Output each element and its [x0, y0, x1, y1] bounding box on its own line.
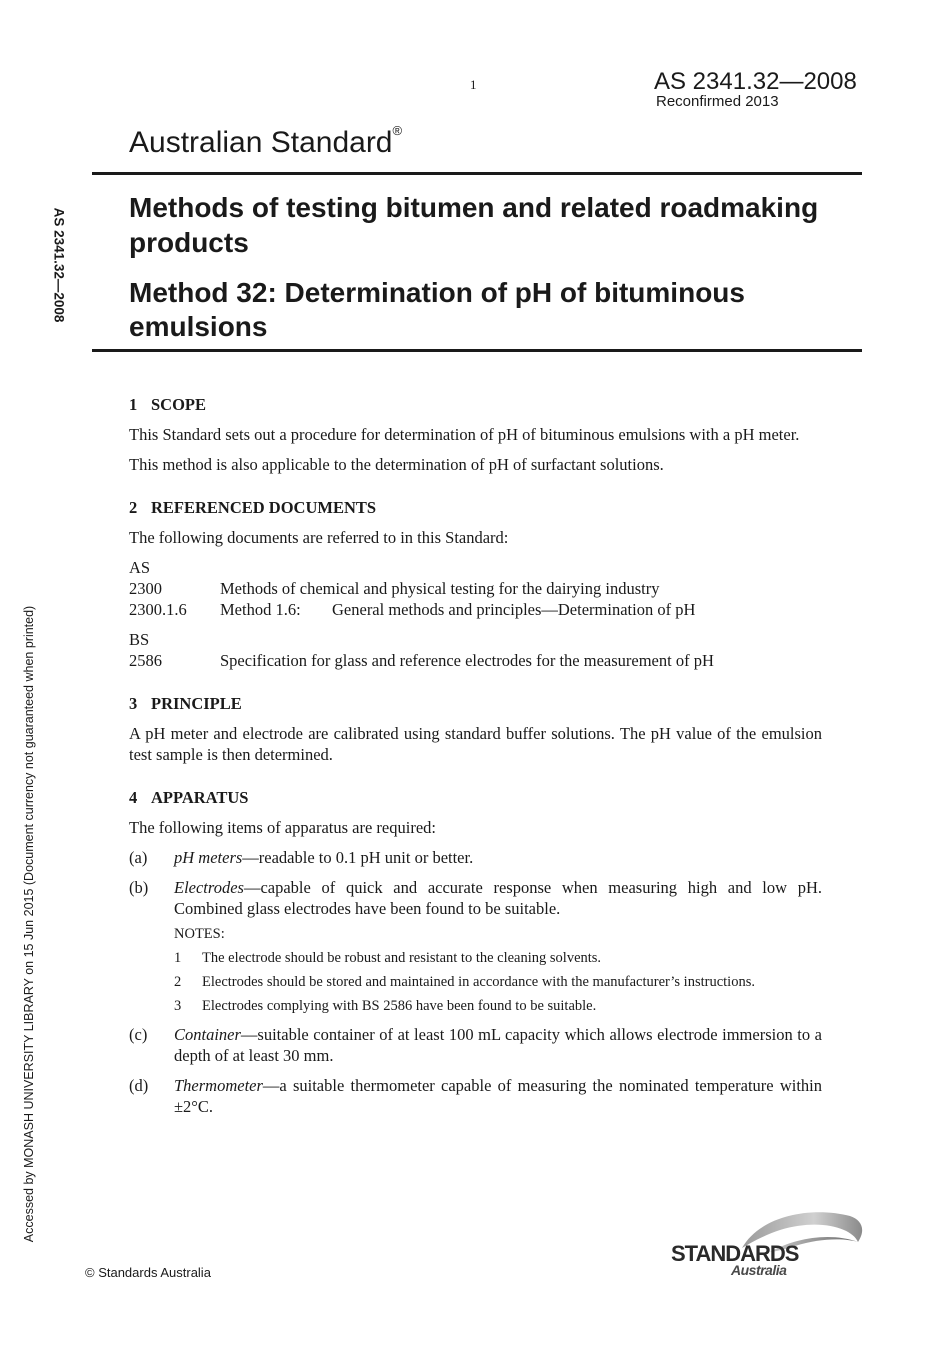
ref-group-label: BS — [129, 630, 150, 649]
item-label: (c) — [129, 1025, 148, 1044]
standards-logo-subtext: Australia — [731, 1262, 787, 1278]
item-term: Thermometer — [174, 1076, 263, 1095]
section-heading — [129, 497, 822, 518]
ref-row — [129, 578, 822, 599]
ref-code: 2300 — [129, 579, 162, 598]
item-body — [174, 1075, 822, 1117]
page-number: 1 — [470, 77, 477, 92]
note-text: Electrodes should be stored and maintained in accordance with the manufacturer’s instructions. — [202, 974, 755, 990]
ref-row — [129, 650, 822, 671]
apparatus-item — [129, 1024, 822, 1066]
paragraph: This Standard sets out a procedure for determination of pH of bituminous emulsions with a pH meter. — [129, 425, 800, 444]
section-title: SCOPE — [151, 395, 207, 414]
ref-code: 2300.1.6 — [129, 600, 187, 619]
item-text: —a suitable thermometer capable of measuring the nominated temperature within ±2°C. — [174, 1076, 822, 1116]
section-heading — [129, 693, 822, 714]
ref-row — [129, 599, 822, 620]
reconfirmed-date: Reconfirmed 2013 — [656, 93, 779, 110]
section-number: 2 — [129, 498, 138, 517]
section-title: APPARATUS — [151, 788, 249, 807]
ref-title: Methods of chemical and physical testing for the dairying industry — [220, 579, 660, 598]
section-scope — [129, 394, 822, 475]
standards-logo-text: STANDARDS — [671, 1241, 799, 1266]
item-text: —readable to 0.1 pH unit or better. — [242, 848, 474, 867]
document-body — [129, 394, 822, 1139]
title-rule-top — [92, 172, 862, 175]
section-principle — [129, 693, 822, 765]
paragraph: This method is also applicable to the determination of pH of surfactant solutions. — [129, 455, 664, 474]
section-title: REFERENCED DOCUMENTS — [151, 498, 377, 517]
section-number: 1 — [129, 395, 138, 414]
notes-heading: NOTES: — [174, 926, 225, 942]
notes — [174, 925, 822, 1015]
note-text: Electrodes complying with BS 2586 have been found to be suitable. — [202, 998, 597, 1014]
item-text: —capable of quick and accurate response when measuring high and low pH. Combined glass electrodes have been found to be suitable. — [174, 878, 822, 918]
standard-number: AS 2341.32—2008 — [654, 68, 857, 95]
copyright-notice: © Standards Australia — [85, 1265, 211, 1280]
section-number: 3 — [129, 694, 138, 713]
method-title: Method 32: Determination of pH of bituminous emulsions — [129, 277, 745, 342]
item-label: (d) — [129, 1076, 149, 1095]
section-heading — [129, 394, 822, 415]
note — [174, 997, 822, 1015]
section-title: PRINCIPLE — [151, 694, 242, 713]
item-body — [174, 877, 822, 919]
paragraph: A pH meter and electrode are calibrated using standard buffer solutions. The pH value of the emulsion test sample is then determined. — [129, 724, 822, 764]
ref-title: General methods and principles—Determination of pH — [332, 600, 696, 619]
side-standard-number: AS 2341.32—2008 — [51, 207, 67, 323]
ref-title: Specification for glass and reference electrodes for the measurement of pH — [220, 651, 714, 670]
apparatus-item — [129, 1075, 822, 1117]
brand-text: Australian Standard — [129, 126, 393, 159]
item-term: pH meters — [174, 848, 243, 867]
paragraph: The following items of apparatus are required: — [129, 818, 436, 837]
ref-group-bs — [129, 629, 822, 671]
document-title: Methods of testing bitumen and related roadmaking products — [129, 192, 819, 258]
note-text: The electrode should be robust and resistant to the cleaning solvents. — [202, 950, 602, 966]
title-rule-bottom — [92, 349, 862, 352]
ref-method: Method 1.6: — [220, 600, 301, 619]
note — [174, 973, 822, 991]
access-notice: Accessed by MONASH UNIVERSITY LIBRARY on 15 Jun 2015 (Document currency not guaranteed when printed) — [22, 605, 36, 1243]
section-referenced-documents — [129, 497, 822, 671]
item-label: (b) — [129, 878, 149, 897]
note-number: 2 — [174, 974, 182, 990]
registered-mark: ® — [392, 123, 403, 138]
ref-code: 2586 — [129, 651, 162, 670]
standard-brand — [129, 123, 403, 160]
note — [174, 949, 822, 967]
item-term: Electrodes — [174, 878, 244, 897]
paragraph: The following documents are referred to in this Standard: — [129, 528, 509, 547]
item-text: —suitable container of at least 100 mL capacity which allows electrode immersion to a depth of at least 30 mm. — [174, 1025, 822, 1065]
apparatus-item — [129, 847, 822, 868]
ref-group-label: AS — [129, 558, 151, 577]
ref-group-as — [129, 557, 822, 620]
section-apparatus — [129, 787, 822, 1117]
section-number: 4 — [129, 788, 138, 807]
item-body — [174, 847, 822, 868]
item-term: Container — [174, 1025, 241, 1044]
note-number: 3 — [174, 998, 182, 1014]
item-label: (a) — [129, 848, 148, 867]
apparatus-item — [129, 877, 822, 919]
item-body — [174, 1024, 822, 1066]
section-heading — [129, 787, 822, 808]
note-number: 1 — [174, 950, 182, 966]
